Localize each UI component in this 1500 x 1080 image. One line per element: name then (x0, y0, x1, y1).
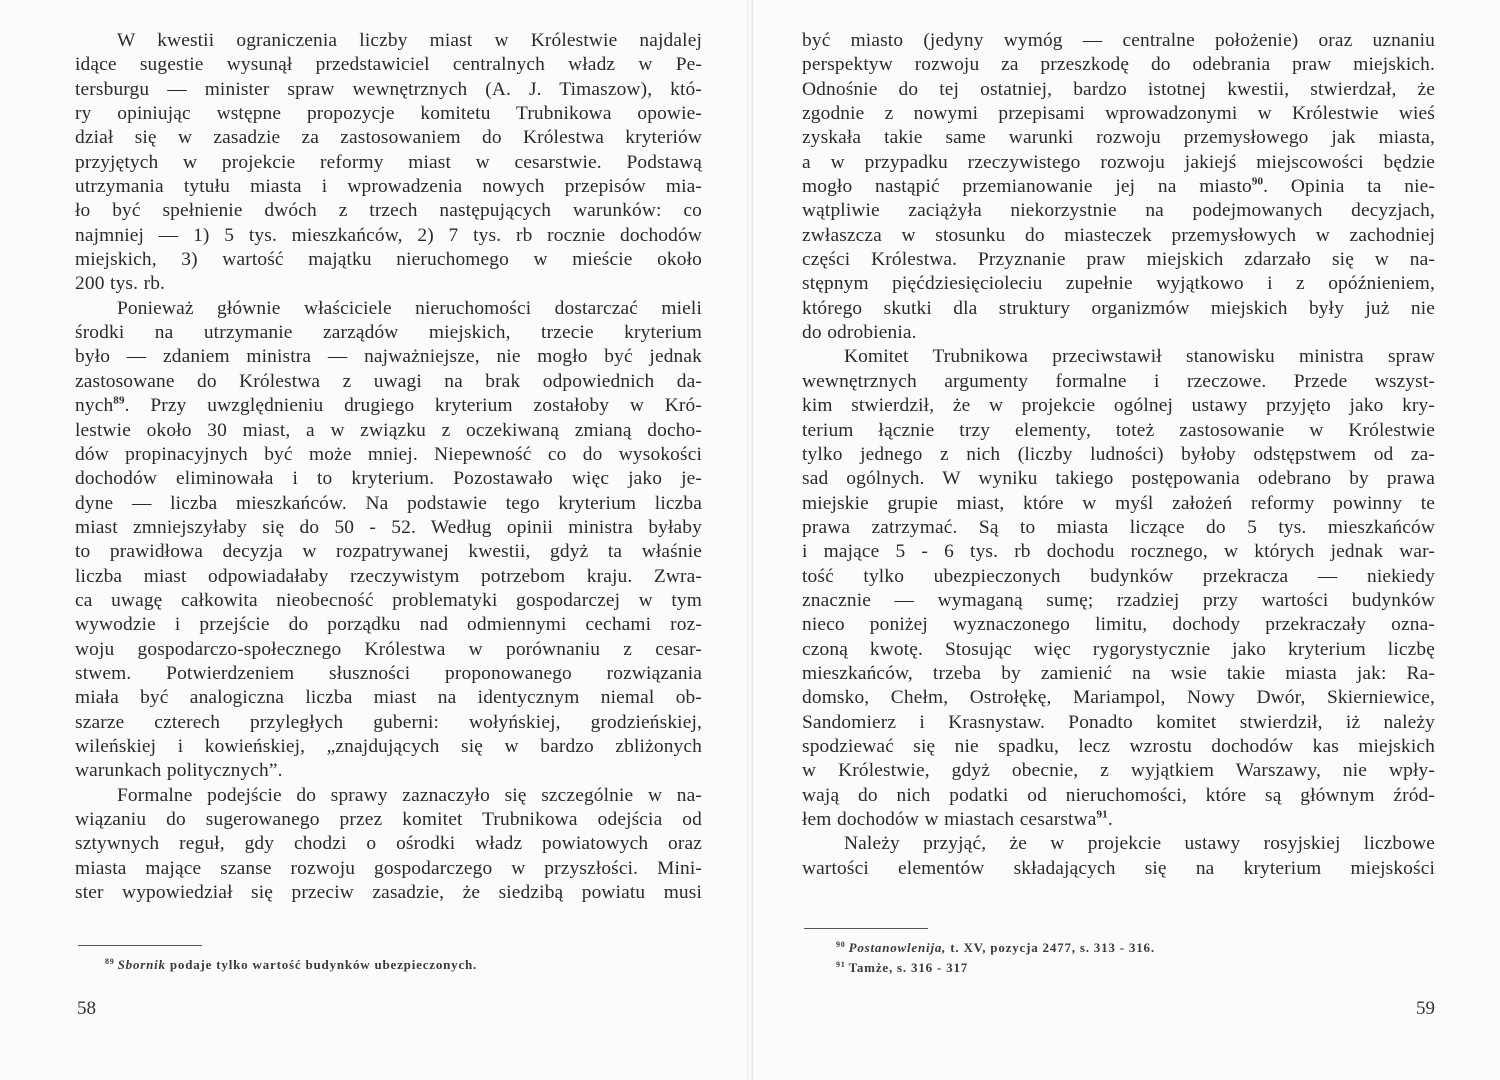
text-line-content: sad ogólnych. W wyniku takiego postępowania odebrano by prawa (802, 468, 1435, 490)
text-line (802, 443, 1435, 467)
text-line (802, 467, 1435, 491)
text-line (75, 78, 702, 102)
text-line (802, 540, 1435, 564)
text-line (802, 370, 1435, 394)
text-line-content: Komitet Trubnikowa przeciwstawił stanowisku ministra spraw (844, 346, 1435, 368)
text-line-content: W kwestii ograniczenia liczby miast w Królestwie najdalej (117, 30, 702, 51)
text-line (75, 297, 702, 321)
text-line-content: wileńskiej i kowieńskiej, „znajdujących się w bardzo zbliżonych (75, 735, 702, 757)
text-line (75, 345, 702, 369)
text-line (75, 565, 702, 589)
text-line-content: Formalne podejście do sprawy zaznaczyło się szczególnie w na- (117, 784, 702, 806)
text-line-content: 200 tys. rb. (75, 273, 166, 295)
text-line (802, 589, 1435, 613)
text-line (75, 199, 702, 223)
text-line-content: kim stwierdził, że w projekcie ogólnej ustawy przyjęto jako kry- (802, 395, 1435, 417)
text-line-continuation: . (1107, 809, 1113, 830)
text-line-content: woju gospodarczo-społecznego Królestwa w porównaniu z cesar- (75, 638, 702, 660)
text-line-content: i mające 5 - 6 tys. rb dochodu rocznego, w których jednak war- (802, 541, 1435, 563)
text-line-content: nych (75, 395, 114, 417)
text-line (802, 613, 1435, 637)
text-line-content: sztywnych reguł, gdy chodzi o ośrodki władz powiatowych oraz (75, 833, 702, 855)
text-line-content: zastosowane do Królestwa z uwagi na brak odpowiednich da- (75, 370, 702, 392)
text-line-content: to prawidłowa decyzja w rozpatrywanej kwestii, gdyż ta właśnie (75, 541, 702, 563)
text-line-content: być miasto (jedyny wymóg — centralne położenie) oraz uznaniu (802, 30, 1435, 51)
text-line-content: mieszkańców, trzeba by zamienić na wsie takie miasta jak: Ra- (802, 662, 1435, 684)
left-page-number: 58 (77, 998, 96, 1019)
text-line (75, 832, 702, 856)
text-line (802, 321, 1435, 345)
left-page (0, 0, 747, 1080)
text-line-content: tylko jednego z nich (liczby ludności) byłoby odstępstwem od za- (802, 443, 1435, 465)
text-line-content: szarze czterech przyległych guberni: wołyńskiej, grodzieńskiej, (75, 711, 702, 733)
text-line-content: spodziewać się nie spadku, lecz wzrostu dochodów kas miejskich (802, 735, 1435, 757)
text-line (75, 443, 702, 467)
text-line-content: warunkach politycznych”. (75, 760, 283, 782)
text-line-continuation: . Przy uwzględnieniu drugiego kryterium zostałoby w Kró- (124, 395, 702, 417)
text-line-content: znacznie — wymaganą sumę; rzadziej przy wartości budynków (802, 589, 1435, 611)
text-line-content: idące sugestie wysunął przedstawiciel centralnych władz w Pe- (75, 54, 702, 76)
text-line-content: stwem. Potwierdzeniem słuszności proponowanego rozwiązania (75, 662, 702, 684)
text-line-content: ster wypowiedział się przeciw zasadzie, że siedzibą powiatu musi (75, 882, 702, 904)
text-line (802, 638, 1435, 662)
text-line-content: zgodnie z nowymi przepisami wprowadzonymi w Królestwie wieś (802, 103, 1435, 125)
text-line-content: nieco poniżej wyznaczonego limitu, dochody przekraczały ozna- (802, 614, 1435, 636)
text-line (75, 540, 702, 564)
text-line (75, 589, 702, 613)
text-line (802, 784, 1435, 808)
right-page-number: 59 (1416, 998, 1435, 1019)
text-line (75, 808, 702, 832)
text-line-content: domsko, Chełm, Ostrołękę, Mariampol, Nowy Dwór, Skierniewice, (802, 687, 1435, 709)
text-line-content: zyskała takie same warunki rozwoju przemysłowego jak miasta, (802, 127, 1435, 149)
footnote-source-title: Sbornik (117, 957, 166, 972)
text-line (75, 175, 702, 199)
text-line (75, 394, 702, 418)
text-line (802, 808, 1435, 832)
text-line-content: łem dochodów w miastach cesarstwa (802, 809, 1097, 830)
left-footnote-rule (78, 945, 202, 946)
text-line (75, 662, 702, 686)
text-line-content: wają do nich podatki od nieruchomości, które są głównym źród- (802, 784, 1435, 806)
text-line (802, 297, 1435, 321)
text-line (75, 857, 702, 881)
footnote-number: 89 (105, 956, 115, 966)
left-page-footnotes (105, 955, 705, 975)
text-line-content: tersburgu — minister spraw wewnętrznych (A. J. Timaszow), któ- (75, 78, 702, 100)
text-line-content: terium łącznie trzy elementy, toteż zastosowanie w Królestwie (802, 419, 1435, 441)
footnote-text: Tamże, s. 316 - 317 (848, 960, 969, 975)
text-line (802, 224, 1435, 248)
text-line-content: wewnętrznych argumenty formalne i rzeczowe. Przede wszyst- (802, 370, 1435, 392)
text-line-content: Należy przyjąć, że w projekcie ustawy rosyjskiej liczbowe (844, 833, 1435, 855)
text-line-content: a w przypadku rzeczywistego rozwoju jakiejś miejscowości będzie (802, 151, 1435, 173)
text-line-content: wątpliwie zaciążyła niekorzystnie na podejmowanych decyzjach, (802, 200, 1435, 222)
text-line-content: miasta mające szanse rozwoju gospodarczego w przyszłości. Mini- (75, 857, 702, 879)
text-line-content: w Królestwie, gdyż obecnie, z wyjątkiem Warszawy, nie wpły- (802, 760, 1435, 782)
text-line (75, 419, 702, 443)
text-line (802, 711, 1435, 735)
text-line-content: najmniej — 1) 5 tys. mieszkańców, 2) 7 tys. rb rocznie dochodów (75, 224, 702, 246)
text-line (75, 638, 702, 662)
text-line (75, 735, 702, 759)
text-line-content: dyne — liczba mieszkańców. Na podstawie tego kryterium liczba (75, 492, 702, 514)
text-line-content: perspektyw rozwoju za przeszkodę do odebrania praw miejskich. (802, 54, 1435, 76)
text-line-content: przyjętych w projekcie reformy miast w cesarstwie. Podstawą (75, 151, 702, 173)
text-line (802, 272, 1435, 296)
footnote (105, 955, 705, 975)
text-line-content: miast zmniejszyłaby się do 50 - 52. Według opinii ministra byłaby (75, 516, 702, 538)
left-page-body-text (75, 29, 702, 905)
text-line (75, 492, 702, 516)
text-line-content: środki na utrzymanie zarządów miejskich, trzecie kryterium (75, 322, 702, 344)
text-line (75, 516, 702, 540)
text-line (802, 151, 1435, 175)
text-line-content: Sandomierz i Krasnystaw. Ponadto komitet stwierdził, iż należy (802, 711, 1435, 733)
text-line-content: miejskich, 3) wartość majątku nieruchomego w mieście około (75, 249, 702, 271)
text-line (802, 516, 1435, 540)
footnote-number: 91 (836, 959, 846, 969)
text-line-content: stępnym pięćdziesięcioleciu zupełnie wyjątkowo i z opóźnieniem, (802, 273, 1435, 295)
text-line (75, 224, 702, 248)
text-line-content: ca uwagę całkowita nieobecność problematyki gospodarczej w tym (75, 589, 702, 611)
text-line (802, 248, 1435, 272)
text-line (75, 881, 702, 905)
text-line (802, 492, 1435, 516)
text-line-content: zwłaszcza w stosunku do miasteczek przemysłowych w zachodniej (802, 224, 1435, 246)
footnote (836, 938, 1436, 958)
text-line (75, 102, 702, 126)
text-line-content: utrzymania tytułu miasta i wprowadzenia nowych przepisów mia- (75, 176, 702, 198)
text-line (802, 29, 1435, 53)
text-line-content: dów propinacyjnych być może mniej. Niepewność co do wysokości (75, 443, 702, 465)
text-line (75, 53, 702, 77)
text-line (75, 370, 702, 394)
text-line (802, 102, 1435, 126)
footnote-reference[interactable]: 91 (1096, 808, 1108, 821)
text-line (75, 686, 702, 710)
text-line (802, 759, 1435, 783)
text-line (75, 272, 702, 296)
text-line-content: do odrobienia. (802, 322, 917, 344)
footnote-reference[interactable]: 89 (113, 394, 125, 407)
text-line-content: części Królestwa. Przyznanie praw miejskich zdarzało się w na- (802, 249, 1435, 271)
text-line (802, 832, 1435, 856)
text-line-content: którego skutki dla struktury organizmów miejskich były już nie (802, 297, 1435, 319)
text-line (802, 78, 1435, 102)
text-line-content: miejskie grupie miast, które w myśl założeń reformy powinny te (802, 492, 1435, 514)
footnote-text: t. XV, pozycja 2477, s. 313 - 316. (946, 940, 1155, 955)
footnote-number: 90 (836, 939, 846, 949)
text-line (75, 711, 702, 735)
text-line (802, 857, 1435, 881)
text-line (802, 126, 1435, 150)
text-line (802, 735, 1435, 759)
text-line-content: tość tylko ubezpieczonych budynków przekracza — niekiedy (802, 565, 1435, 587)
footnote-source-title: Postanowlenija, (848, 940, 947, 955)
right-page-footnotes (836, 938, 1436, 978)
text-line-content: wywodzie i przejście do porządku nad odmiennymi cechami roz- (75, 614, 702, 636)
text-line (75, 613, 702, 637)
text-line-content: dział się w zasadzie za zastosowaniem do Królestwa kryteriów (75, 127, 702, 149)
text-line-content: mogło nastąpić przemianowanie jej na miasto (802, 176, 1252, 198)
text-line-content: czoną kwotę. Stosując więc rygorystycznie jako kryterium liczbę (802, 638, 1435, 660)
text-line-content: Ponieważ głównie właściciele nieruchomości dostarczać mieli (117, 297, 702, 319)
text-line (802, 394, 1435, 418)
text-line (75, 784, 702, 808)
text-line (802, 565, 1435, 589)
text-line-content: wiązaniu do sugerowanego przez komitet Trubnikowa odejścia od (75, 809, 702, 830)
text-line (75, 467, 702, 491)
text-line (802, 345, 1435, 369)
text-line-continuation: . Opinia ta nie- (1263, 176, 1435, 198)
text-line-content: dochodów eliminowała i to kryterium. Pozostawało więc jako je- (75, 468, 702, 490)
right-footnote-rule (804, 928, 928, 929)
text-line (75, 151, 702, 175)
footnote (836, 958, 1436, 978)
text-line (802, 53, 1435, 77)
text-line-content: prawa zatrzymać. Są to miasta liczące do 5 tys. mieszkańców (802, 516, 1435, 538)
text-line-content: miała być analogiczna liczba miast na identycznym niemal ob- (75, 687, 702, 709)
text-line (802, 686, 1435, 710)
text-line (75, 126, 702, 150)
right-page (753, 0, 1500, 1080)
text-line-content: ry opiniując wstępne propozycje komitetu Trubnikowa opowie- (75, 103, 702, 125)
text-line-content: Odnośnie do tej ostatniej, bardzo istotnej kwestii, stwierdzał, że (802, 78, 1435, 100)
text-line-content: było — zdaniem ministra — najważniejsze, nie mogło być jednak (75, 346, 702, 368)
text-line (75, 29, 702, 53)
text-line (802, 199, 1435, 223)
text-line (75, 248, 702, 272)
text-line-content: wartości elementów składających się na kryterium miejskości (802, 857, 1435, 879)
text-line-content: lestwie około 30 miast, a w związku z oczekiwaną zmianą docho- (75, 419, 702, 441)
text-line (75, 759, 702, 783)
footnote-text: podaje tylko wartość budynków ubezpieczonych. (165, 957, 478, 972)
text-line (802, 175, 1435, 199)
text-line (802, 662, 1435, 686)
footnote-reference[interactable]: 90 (1251, 175, 1264, 188)
text-line (75, 321, 702, 345)
right-page-body-text (802, 29, 1435, 881)
text-line-content: liczba miast odpowiadałaby rzeczywistym potrzebom kraju. Zwra- (75, 565, 702, 587)
text-line (802, 419, 1435, 443)
text-line-content: ło być spełnienie dwóch z trzech następujących warunków: co (75, 200, 702, 222)
